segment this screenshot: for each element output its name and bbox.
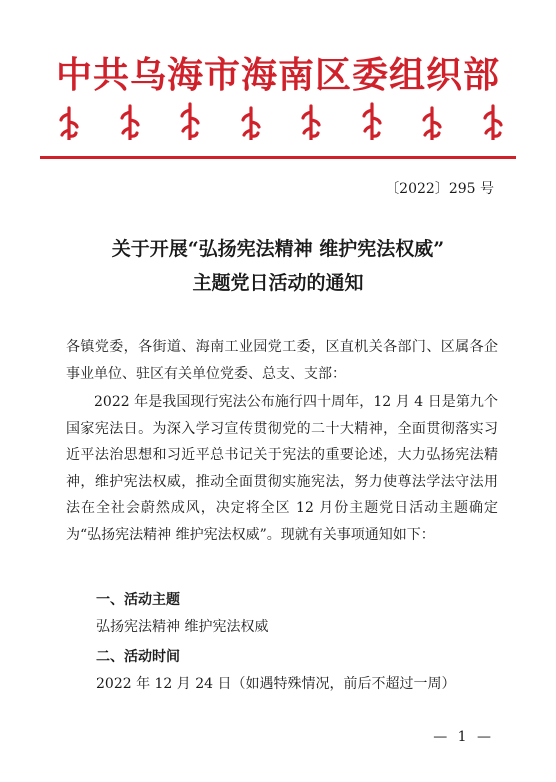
mongolian-script-header — [56, 100, 506, 140]
mongolian-word-2 — [117, 100, 143, 140]
recipients-paragraph: 各镇党委，各街道、海南工业园党工委，区直机关各部门、区属各企事业单位、驻区有关单位党委、总支、支部： — [66, 339, 498, 382]
mongolian-word-6 — [359, 100, 385, 140]
mongolian-word-4 — [238, 100, 264, 140]
mongolian-word-1 — [56, 100, 82, 140]
document-title-line-2: 主题党日活动的通知 — [192, 272, 364, 294]
red-divider-line — [40, 156, 516, 159]
page-number: — 1 — — [433, 729, 494, 745]
mongolian-word-8 — [480, 100, 506, 140]
mongolian-word-3 — [177, 100, 203, 140]
document-title-line-1: 关于开展“弘扬宪法精神 维护宪法权威” — [111, 238, 445, 260]
issuing-organization-title: 中共乌海市海南区委组织部 — [55, 55, 500, 96]
section-1-heading: 一、活动主题 — [96, 592, 180, 608]
mongolian-word-5 — [298, 100, 324, 140]
mongolian-word-7 — [419, 100, 445, 140]
section-1-text: 弘扬宪法精神 维护宪法权威 — [96, 619, 269, 635]
document-number: 〔2022〕295 号 — [385, 181, 494, 197]
section-2-heading: 二、活动时间 — [96, 649, 180, 665]
intro-paragraph: 2022 年是我国现行宪法公布施行四十周年，12 月 4 日是第九个国家宪法日。为深入学习宣传贯彻党的二十大精神，全面贯彻落实习近平法治思想和习近平总书记关于宪法的重要论述，大力弘扬宪法精神，维护宪法权威，推动全面贯彻实施宪法，努力使尊法学法守法用法在全社会蔚然成风，决定将全区 12 月份主题党日活动主题确定为“弘扬宪法精神 维护宪法权威”。现就有关事项通知如下： — [66, 394, 498, 543]
section-2-text: 2022 年 12 月 24 日（如遇特殊情况，前后不超过一周） — [96, 676, 456, 692]
